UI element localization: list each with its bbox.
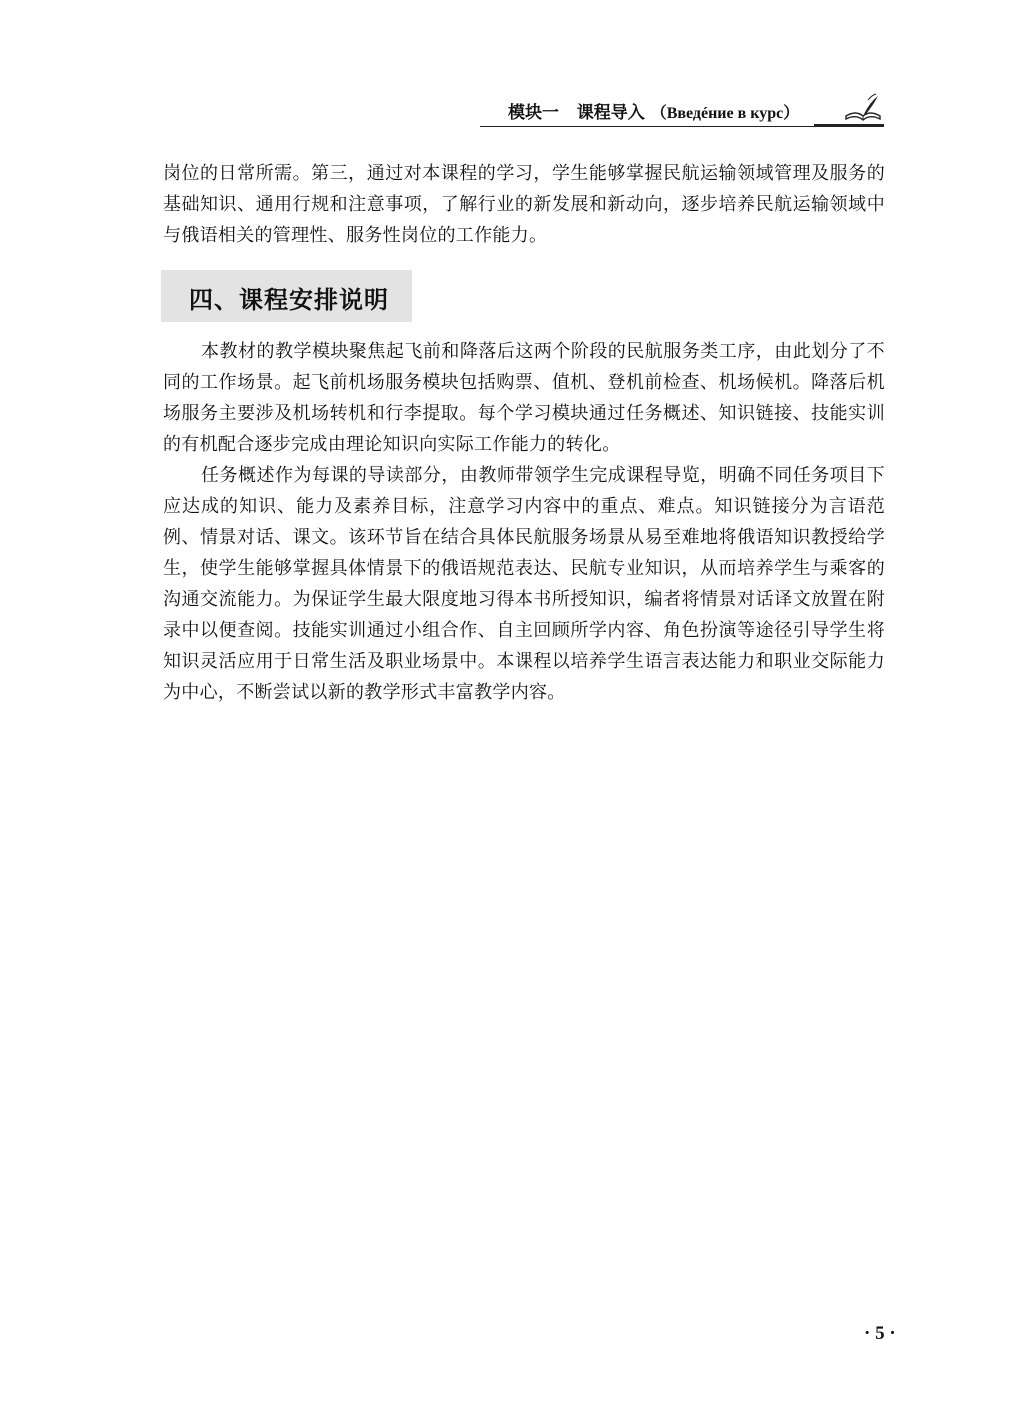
section-body <box>163 336 885 708</box>
running-header <box>480 98 884 130</box>
header-rule-thick <box>814 124 884 127</box>
section-paragraph-1: 本教材的教学模块聚焦起飞前和降落后这两个阶段的民航服务类工序，由此划分了不同的工作场景。起飞前机场服务模块包括购票、值机、登机前检查、机场候机。降落后机场服务主要涉及机场转机和行李提取。每个学习模块通过任务概述、知识链接、技能实训的有机配合逐步完成由理论知识向实际工作能力的转化。 <box>163 341 885 455</box>
section-paragraph-2: 任务概述作为每课的导读部分，由教师带领学生完成课程导览，明确不同任务项目下应达成的知识、能力及素养目标，注意学习内容中的重点、难点。知识链接分为言语范例、情景对话、课文。该环节旨在结合具体民航服务场景从易至难地将俄语知识教授给学生，使学生能够掌握具体情景下的俄语规范表达、民航专业知识，从而培养学生与乘客的沟通交流能力。为保证学生最大限度地习得本书所授知识，编者将情景对话译文放置在附录中以便查阅。技能实训通过小组合作、自主回顾所学内容、角色扮演等途径引导学生将知识灵活应用于日常生活及职业场景中。本课程以培养学生语言表达能力和职业交际能力为中心，不断尝试以新的教学形式丰富教学内容。 <box>163 465 885 703</box>
open-book-quill-icon <box>842 92 884 124</box>
page-number: · 5 · <box>864 1323 896 1344</box>
section-heading: 四、课程安排说明 <box>189 286 389 314</box>
header-subtitle: （Введéние в курс） <box>650 105 800 122</box>
header-title <box>508 98 799 123</box>
section-heading-box <box>161 270 412 322</box>
header-course-title: 课程导入 <box>576 103 645 123</box>
intro-paragraph: 岗位的日常所需。第三，通过对本课程的学习，学生能够掌握民航运输领域管理及服务的基础知识、通用行规和注意事项，了解行业的新发展和新动向，逐步培养民航运输领域中与俄语相关的管理性、服务性岗位的工作能力。 <box>163 163 885 246</box>
intro-block <box>163 158 885 251</box>
header-rule <box>480 126 814 127</box>
header-module: 模块一 <box>508 103 559 123</box>
